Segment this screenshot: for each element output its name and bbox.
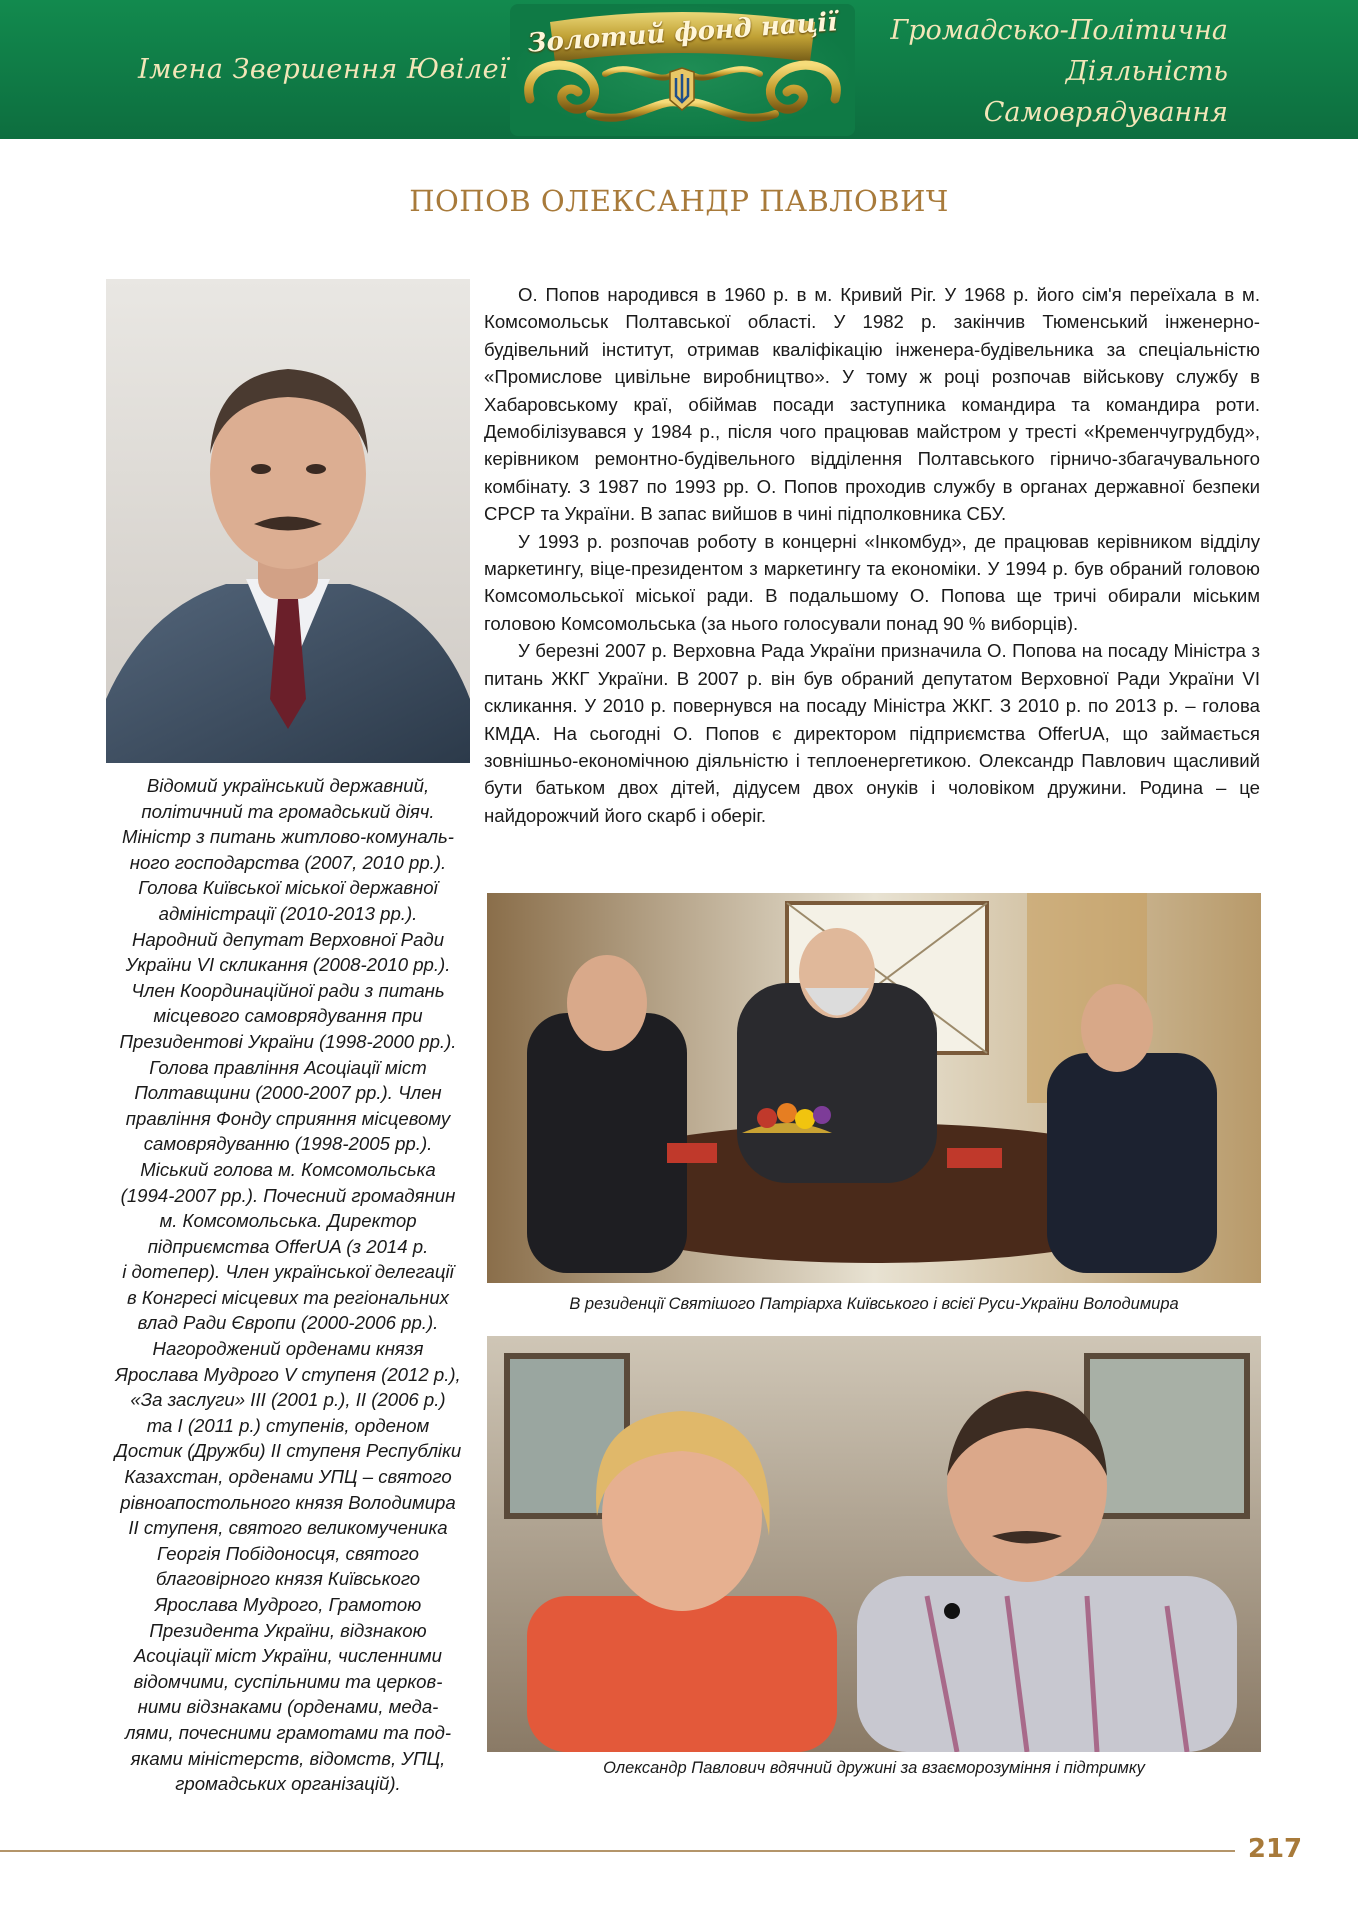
portrait-caption xyxy=(100,773,476,1797)
caption-line: Президентові України (1998-2000 рр.). xyxy=(119,1030,457,1052)
golden-fund-logo xyxy=(510,4,855,136)
caption-line: ними відзнаками (орденами, меда- xyxy=(137,1696,439,1718)
caption-line: Казахстан, орденами УПЦ – святого xyxy=(124,1466,452,1488)
caption-line: Достик (Дружби) II ступеня Республіки xyxy=(114,1440,462,1462)
bio-paragraph: У 1993 р. розпочав роботу в концерні «Інкомбуд», де працював керівником відділу маркетингу, віце-президентом з маркетингу та економіки. У 1994 р. був обраний головою Комсомольської міської ради. В подальшому О. Попова ще тричі обирали міським головою Комсомольська (за нього голосували понад 90 % виборців). xyxy=(484,530,1260,634)
tagline-line: Самоврядування xyxy=(983,97,1228,128)
page-header-band xyxy=(0,0,1358,139)
section-tagline-left: Імена Звершення Ювілеї xyxy=(138,54,509,85)
caption-line: м. Комсомольська. Директор xyxy=(159,1210,417,1232)
footer-rule xyxy=(0,1850,1235,1852)
caption-line: Член Координаційної ради з питань xyxy=(131,979,445,1001)
caption-line: яками міністерств, відомств, УПЦ, xyxy=(130,1747,446,1769)
caption-line: відомчими, суспільними та церков- xyxy=(133,1670,443,1692)
caption-line: Ярослава Мудрого V ступеня (2012 р.), xyxy=(115,1363,461,1385)
wife-photo xyxy=(487,1336,1261,1752)
caption-line: рівноапостольного князя Володимира xyxy=(120,1491,456,1513)
caption-line: Георгія Побідоносця, святого xyxy=(157,1542,419,1564)
caption-line: Міністр з питань житлово-комуналь- xyxy=(122,826,454,848)
caption-line: Полтавщини (2000-2007 рр.). Член xyxy=(134,1082,442,1104)
caption-line: Ярослава Мудрого, Грамотою xyxy=(154,1594,422,1615)
portrait-photo xyxy=(106,279,470,763)
patriarch-meeting-photo xyxy=(487,893,1261,1283)
section-tagline-right xyxy=(890,10,1228,133)
caption-line: Народний депутат Верховної Ради xyxy=(131,928,445,950)
caption-line: II ступеня, святого великомученика xyxy=(128,1517,448,1539)
caption-line: благовірного князя Київського xyxy=(155,1568,421,1590)
tagline-line: Громадсько-Політична xyxy=(890,15,1228,46)
caption-line: Відомий український державний, xyxy=(146,775,430,796)
caption-line: та I (2011 р.) ступенів, орденом xyxy=(146,1414,430,1436)
caption-line: (1994-2007 рр.). Почесний громадянин xyxy=(120,1184,456,1206)
caption-line: Голова Київської міської державної xyxy=(138,877,438,899)
caption-line: Голова правління Асоціації міст xyxy=(149,1056,427,1078)
caption-line: Президента України, відзнакою xyxy=(149,1619,427,1641)
caption-line: влад Ради Європи (2000-2006 рр.). xyxy=(137,1312,439,1334)
caption-line: України VI скликання (2008-2010 рр.). xyxy=(125,954,451,976)
caption-line: політичний та громадський діяч. xyxy=(141,800,435,822)
photo-caption-patriarch: В резиденції Святішого Патріарха Київського і всієї Руси-України Володимира xyxy=(569,1295,1179,1313)
page-number: 217 xyxy=(1247,1834,1303,1864)
caption-line: громадських організацій). xyxy=(175,1773,401,1795)
biography-text xyxy=(484,281,1260,829)
bio-paragraph: О. Попов народився в 1960 р. в м. Кривий Ріг. У 1968 р. його сім'я переїхала в м. Комсомольськ Полтавської області. У 1982 р. закінчив Тюменський інженерно-будівельний інститут, отримав кваліфікацію інженера-будівельника за спеціальністю «Промислове цивільне виробництво». У тому ж році розпочав військову службу в Хабаровському краї, обіймав посади заступника командира та командира роти. Демобілізувався у 1984 р., після чого працював майстром у тресті «Кременчугрудбуд», керівником ремонтно-будівельного відділення Полтавського гірничо-збагачувального комбінату. З 1987 по 1993 рр. О. Попов проходив службу в органах державної безпеки СРСР та України. В запас вийшов в чині підполковника СБУ. xyxy=(484,284,1260,525)
bio-paragraph: У березні 2007 р. Верховна Рада України призначила О. Попова на посаду Міністра з питань ЖКГ України. В 2007 р. він був обраний депутатом Верховної Ради України VI скликання. У 2010 р. повернувся на посаду Міністра ЖКГ. З 2010 р. по 2013 р. – голова КМДА. На сьогодні О. Попов є директором підприємства OfferUA, що займається зовнішньо-економічною діяльністю і теплоенергетикою. Олександр Павлович щасливий бути батьком двох дітей, дідусем двох онуків і чоловіком дружини. Родина – це найдорожчий його скарб і оберіг. xyxy=(484,640,1260,826)
caption-line: самоврядуванню (1998-2005 рр.). xyxy=(143,1133,433,1155)
caption-line: в Конгресі місцевих та регіональних xyxy=(127,1286,449,1308)
caption-line: місцевого самоврядування при xyxy=(153,1005,423,1027)
caption-line: правління Фонду сприяння місцевому xyxy=(125,1107,451,1129)
caption-line: Нагороджений орденами князя xyxy=(152,1338,424,1360)
caption-line: і дотепер). Член української делегації xyxy=(122,1261,454,1283)
caption-line: адміністрації (2010-2013 рр.). xyxy=(158,902,418,924)
caption-line: «За заслуги» III (2001 р.), II (2006 р.) xyxy=(130,1389,446,1411)
caption-line: лями, почесними грамотами та под- xyxy=(124,1721,452,1743)
caption-line: Асоціації міст України, численними xyxy=(134,1645,442,1667)
logo-title: Золотий фонд нації xyxy=(526,7,839,59)
page-title: ПОПОВ ОЛЕКСАНДР ПАВЛОВИЧ xyxy=(409,184,949,218)
caption-line: Міський голова м. Комсомольська xyxy=(140,1158,436,1180)
photo-caption-wife: Олександр Павлович вдячний дружині за взаєморозуміння і підтримку xyxy=(603,1759,1145,1777)
caption-line: ного господарства (2007, 2010 рр.). xyxy=(129,851,447,873)
caption-line: підприємства OfferUA (з 2014 р. xyxy=(147,1235,429,1257)
tagline-line: Діяльність xyxy=(1065,56,1228,87)
